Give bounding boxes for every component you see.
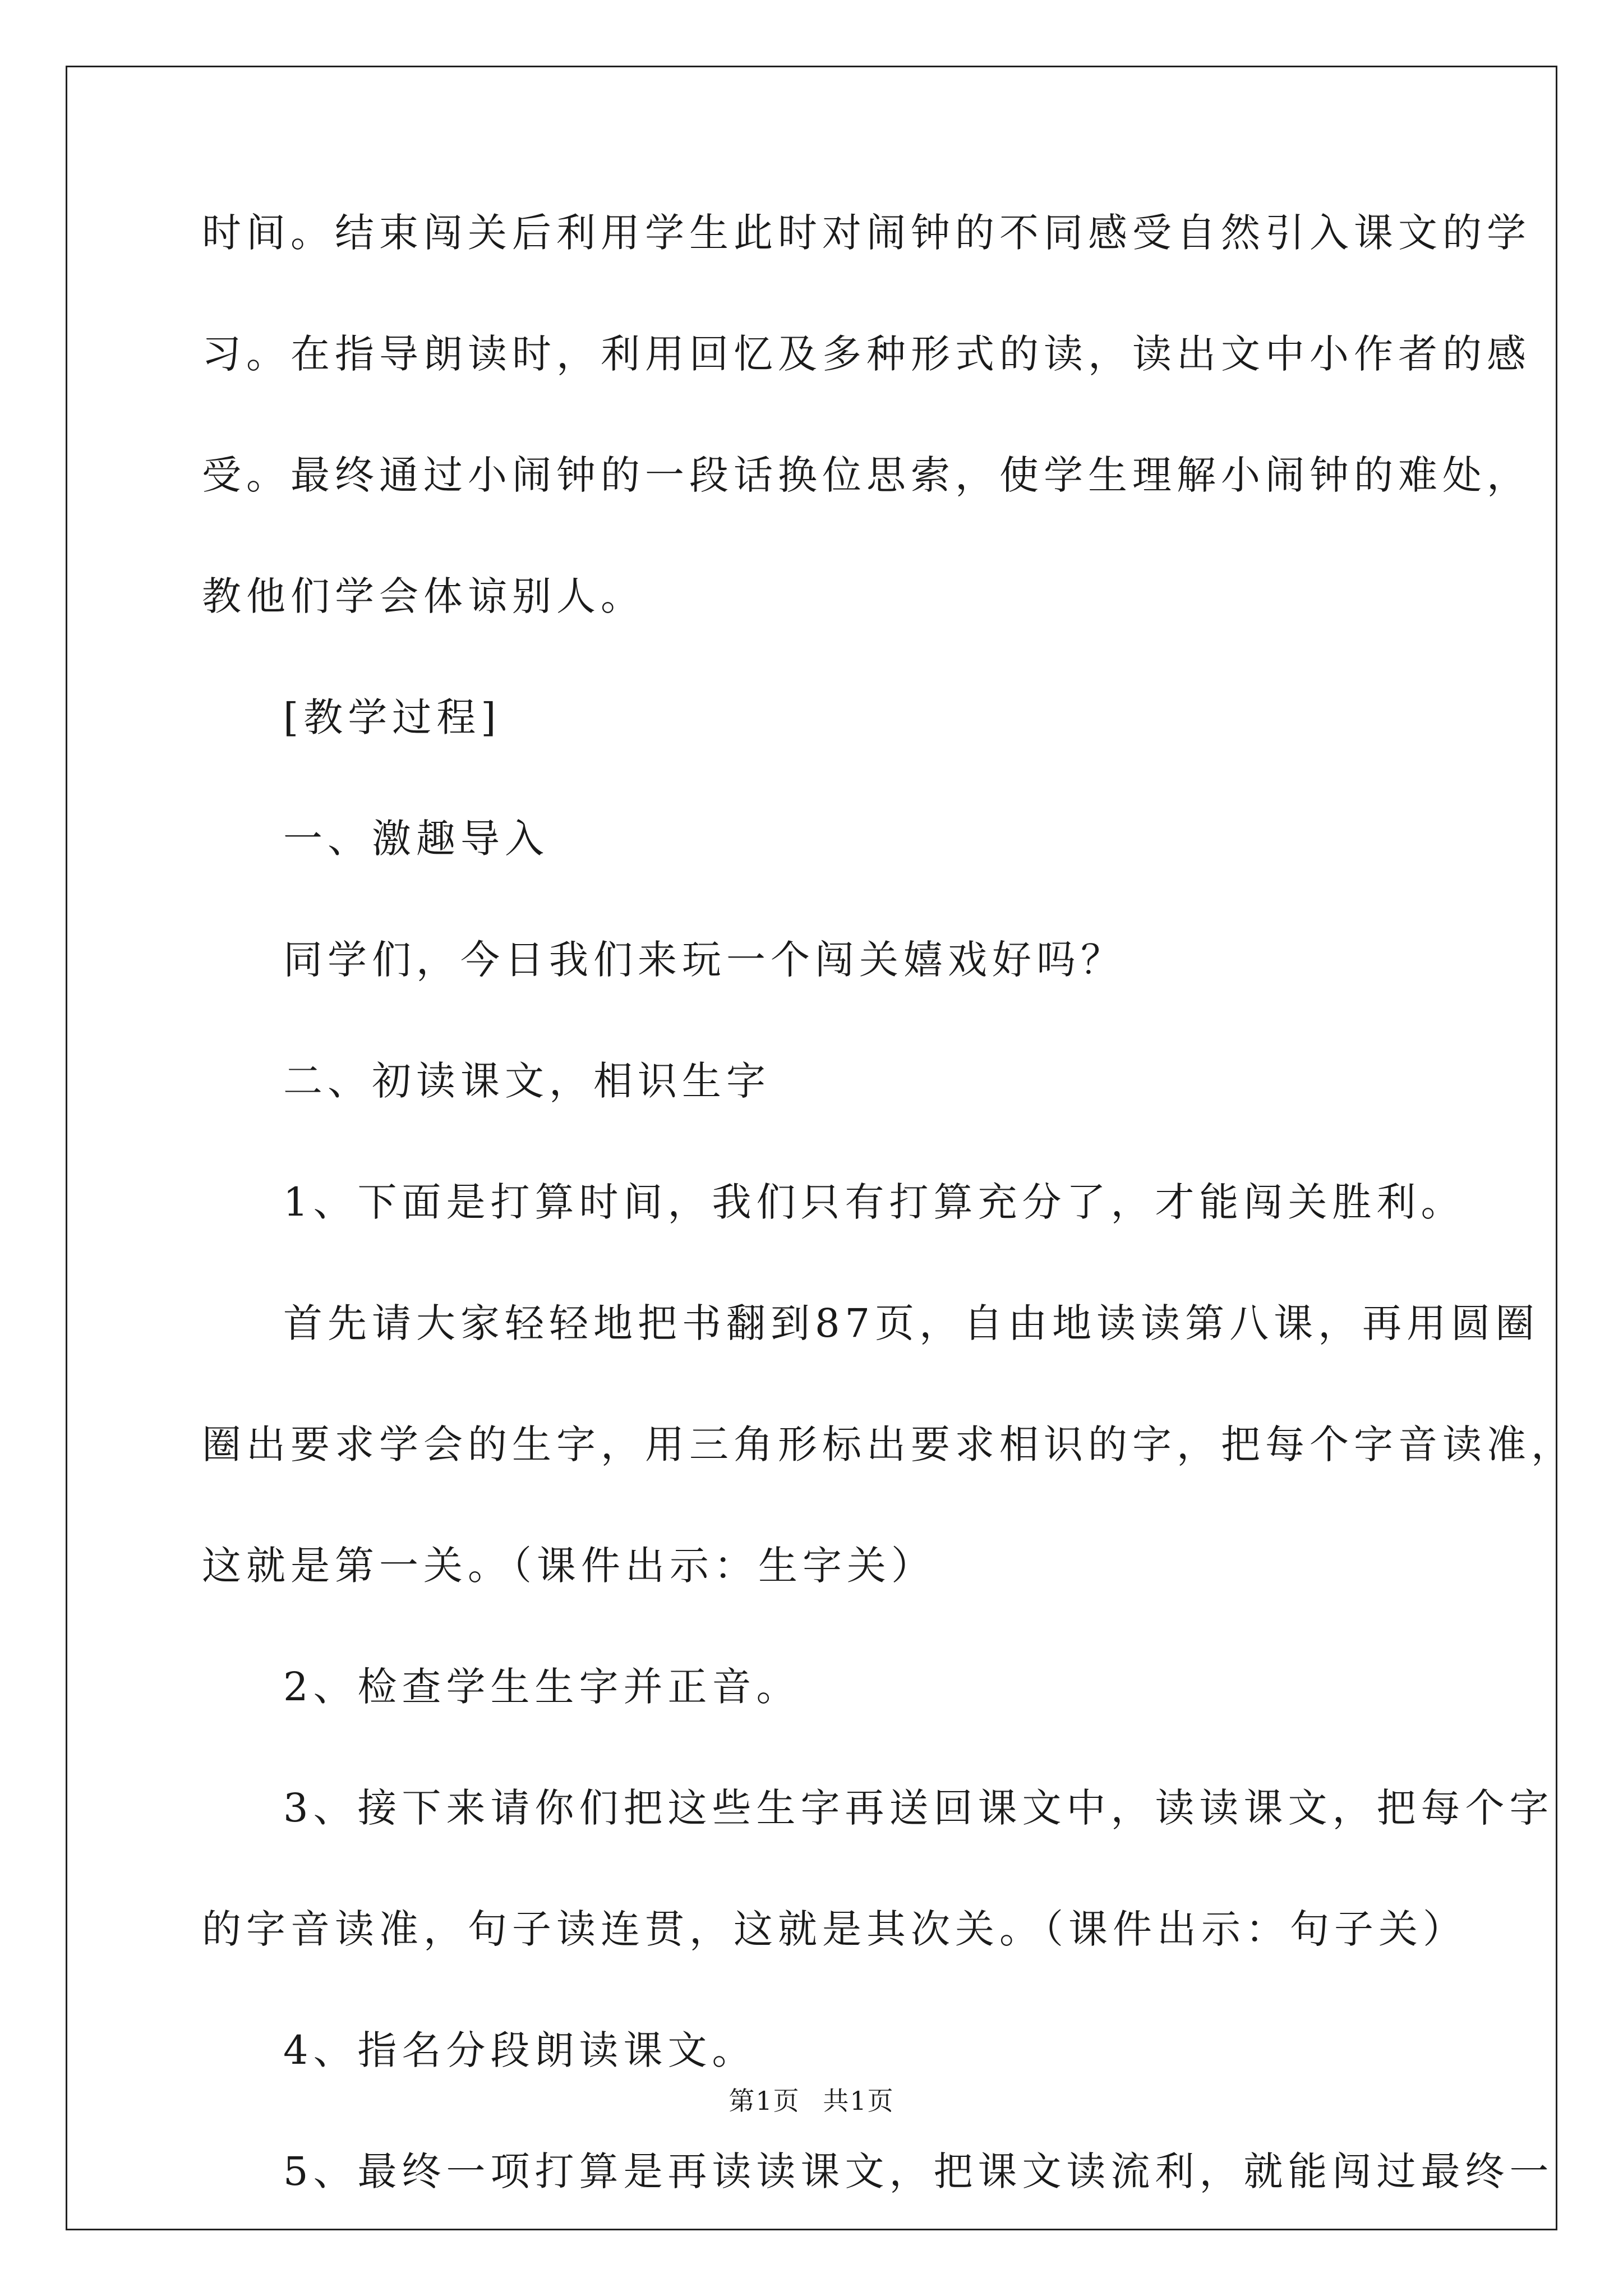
document-body (202, 210, 1575, 2273)
page-total: 共1页 (823, 2086, 895, 2116)
text-line: 2、检查学生生字并正音。 (283, 1664, 801, 1710)
text-line: 同学们，今日我们来玩一个闯关嬉戏好吗？ (283, 937, 1125, 983)
text-line: 4、指名分段朗读课文。 (283, 2027, 757, 2073)
section-heading: [教学过程] (283, 694, 501, 740)
text-line: 这就是第一关。（课件出示：生字关） (202, 1543, 935, 1589)
text-line: 教他们学会体谅别人。 (202, 573, 645, 619)
text-line: 5、最终一项打算是再读读课文，把课文读流利，就能闯过最终一 (283, 2148, 1554, 2194)
text-line: 习。在指导朗读时，利用回忆及多种形式的读，读出文中小作者的感 (202, 331, 1531, 377)
text-line: 圈出要求学会的生字，用三角形标出要求相识的字，把每个字音读准， (202, 1421, 1575, 1467)
text-line: 的字音读准，句子读连贯，这就是其次关。（课件出示：句子关） (202, 1906, 1467, 1952)
text-line: 时间。结束闯关后利用学生此时对闹钟的不同感受自然引入课文的学 (202, 210, 1531, 256)
section-heading: 一、激趣导入 (283, 816, 549, 862)
text-line: 1、下面是打算时间，我们只有打算充分了，才能闯关胜利。 (283, 1179, 1465, 1225)
text-line: 3、接下来请你们把这些生字再送回课文中，读读课文，把每个字 (283, 1785, 1554, 1831)
section-heading: 二、初读课文，相识生字 (283, 1058, 771, 1104)
text-line: 首先请大家轻轻地把书翻到87页，自由地读读第八课，再用圆圈 (283, 1300, 1540, 1346)
page-number: 第1页 (728, 2086, 800, 2116)
page-footer (0, 2088, 1623, 2114)
text-line: 受。最终通过小闹钟的一段话换位思索，使学生理解小闹钟的难处， (202, 452, 1531, 498)
